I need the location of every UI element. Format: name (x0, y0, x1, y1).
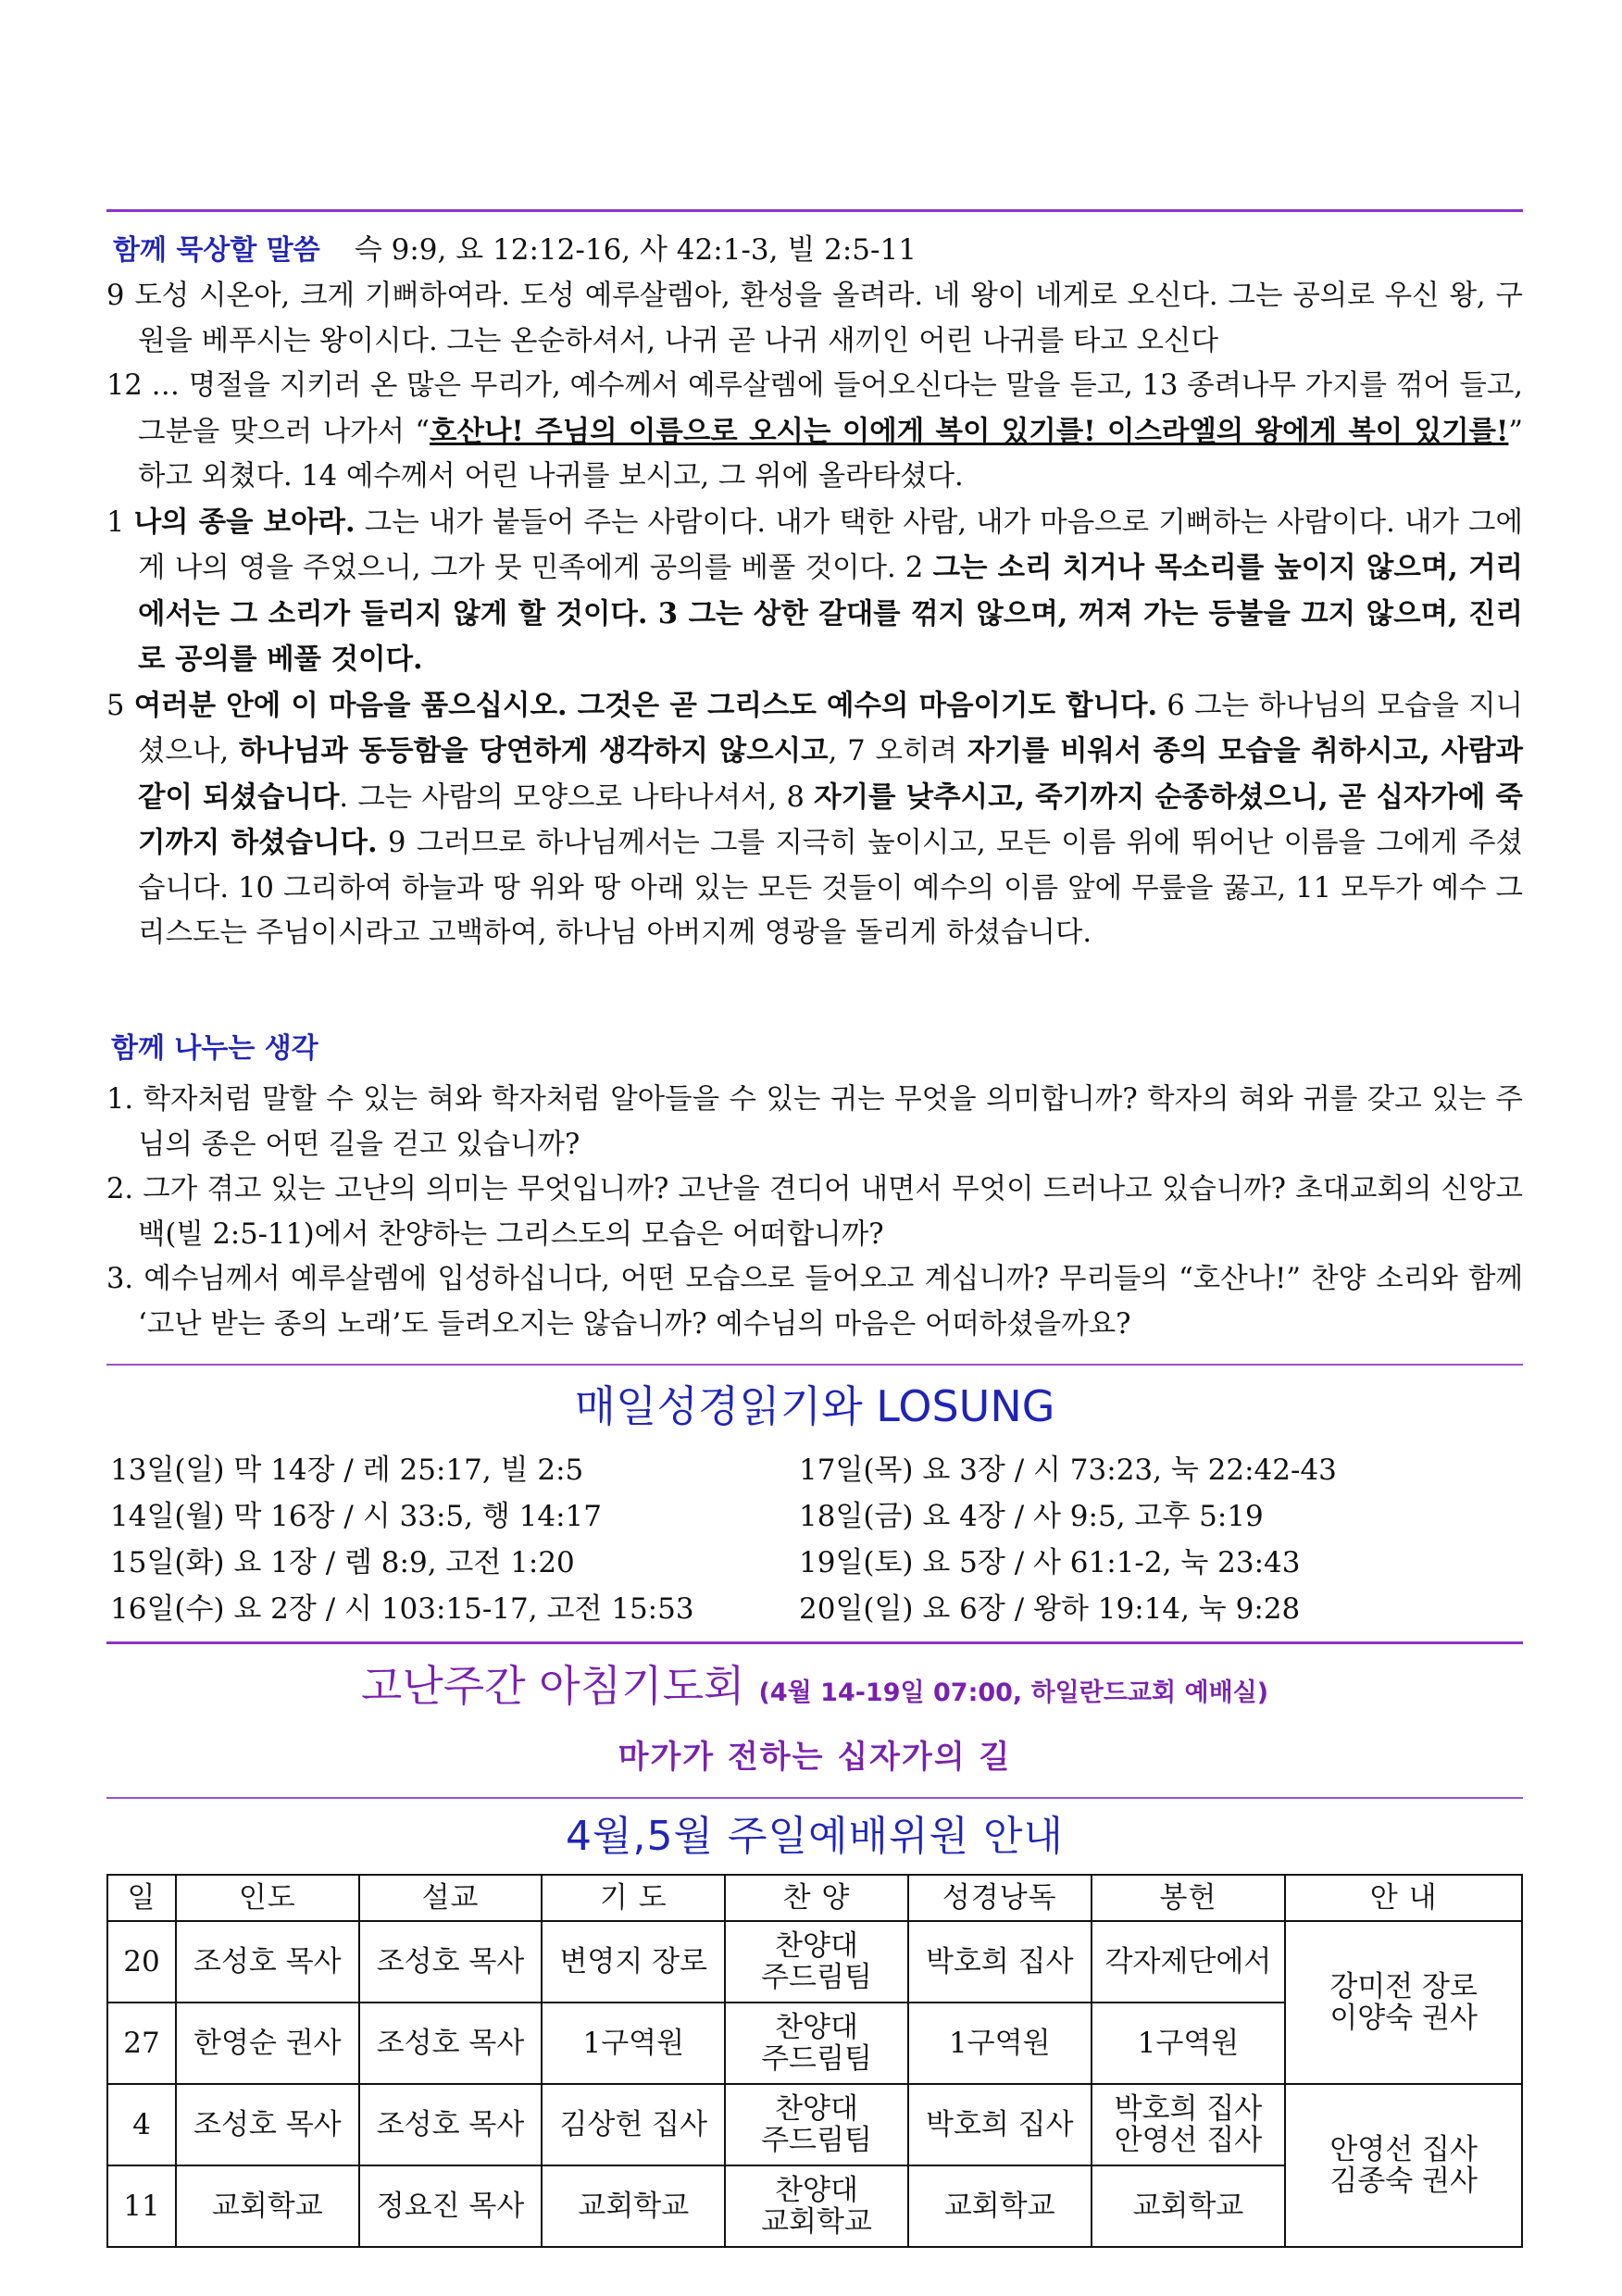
schedule-title: 4월,5월 주일예배위원 안내 (566, 1813, 1064, 1860)
cell-lead: 한영순 권사 (176, 2003, 359, 2084)
header-sermon: 설교 (359, 1875, 543, 1921)
cell-praise: 찬양대 주드림팀 (725, 1921, 908, 2003)
meditation-title: 함께 묵상할 말씀 (113, 234, 320, 267)
top-divider (106, 209, 1523, 212)
verse-philippians: 5 여러분 안에 이 마음을 품으십시오. 그것은 곧 그리스도 예수의 마음이기도 합니다. 6 그는 하나님의 모습을 지니셨으나, 하나님과 동등함을 당연하게 생각하지 않으시고, 7 오히려 자기를 비워서 종의 모습을 취하시고, 사람과 같이 되셨습니다. 그는 사람의 모양으로 나타나셔서, 8 자기를 낮추시고, 죽기까지 순종하셨으니, 곧 십자가에 죽기까지 하셨습니다. 9 그러므로 하나님께서는 그를 지극히 높이시고, 모든 이름 위에 뛰어난 이름을 그에게 주셨습니다. 10 그리하여 하늘과 땅 위와 땅 아래 있는 모든 것들이 예수의 이름 앞에 무릎을 꿇고, 11 모두가 예수 그리스도는 주님이시라고 고백하여, 하나님 아버지께 영광을 돌리게 하셨습니다. (106, 688, 1524, 949)
prayer-subtitle: 마가가 전하는 십자가의 길 (618, 1739, 1012, 1776)
cell-guide-april: 강미전 장로 이양숙 권사 (1285, 1921, 1522, 2084)
divider-prayer (106, 1641, 1523, 1644)
reading-row: 16일(수) 요 2장 / 시 103:15-17, 고전 15:53 (110, 1592, 694, 1626)
prayer-detail: (4월 14-19일 07:00, 하일란드교회 예배실) (758, 1678, 1269, 1707)
cell-offering: 1구역원 (1092, 2003, 1286, 2084)
cell-praise: 찬양대 주드림팀 (725, 2084, 908, 2165)
cell-reading: 박호희 집사 (908, 1921, 1092, 2003)
cell-sermon: 정요진 목사 (359, 2165, 543, 2247)
reading-row: 20일(일) 요 6장 / 왕하 19:14, 눅 9:28 (799, 1592, 1301, 1626)
cell-offering: 교회학교 (1092, 2165, 1286, 2247)
sharing-title: 함께 나누는 생각 (111, 1032, 318, 1065)
cell-day: 4 (107, 2084, 176, 2165)
header-praise: 찬 양 (725, 1875, 908, 1921)
divider-readings (106, 1364, 1523, 1366)
readings-title: 매일성경읽기와 LOSUNG (574, 1381, 1055, 1431)
question-2: 2. 그가 겪고 있는 고난의 의미는 무엇입니까? 고난을 견디어 내면서 무엇이 드러나고 있습니까? 초대교회의 신앙고백(빌 2:5-11)에서 찬양하는 그리스도의 모습은 어떠합니까? (106, 1173, 1523, 1251)
reading-row: 18일(금) 요 4장 / 사 9:5, 고후 5:19 (799, 1500, 1264, 1533)
readings-right-column (799, 1447, 1337, 1632)
cell-prayer: 교회학교 (542, 2165, 725, 2247)
cell-day: 27 (107, 2003, 176, 2084)
cell-sermon: 조성호 목사 (359, 2003, 543, 2084)
header-lead: 인도 (176, 1875, 359, 1921)
cell-day: 11 (107, 2165, 176, 2247)
table-row (107, 1921, 1522, 2003)
sharing-questions (106, 1078, 1523, 1347)
question-1: 1. 학자처럼 말할 수 있는 혀와 학자처럼 알아들을 수 있는 귀는 무엇을 의미합니까? 학자의 혀와 귀를 갖고 있는 주님의 종은 어떤 길을 걷고 있습니까? (106, 1083, 1523, 1161)
prayer-title: 고난주간 아침기도회 (360, 1661, 745, 1711)
reading-row: 17일(목) 요 3장 / 시 73:23, 눅 22:42-43 (799, 1454, 1337, 1487)
cell-sermon: 조성호 목사 (359, 1921, 543, 2003)
verse-isaiah: 1 나의 종을 보아라. 그는 내가 붙들어 주는 사람이다. 내가 택한 사람, 내가 마음으로 기뻐하는 사람이다. 내가 그에게 나의 영을 주었으니, 그가 뭇 민족에게 공의를 베풀 것이다. 2 그는 소리 치거나 목소리를 높이지 않으며, 거리에서는 그 소리가 들리지 않게 할 것이다. 3 그는 상한 갈대를 꺾지 않으며, 꺼져 가는 등불을 끄지 않으며, 진리로 공의를 베풀 것이다. (106, 505, 1523, 676)
divider-schedule (106, 1797, 1523, 1799)
reading-row: 13일(일) 막 14장 / 레 25:17, 빌 2:5 (110, 1454, 584, 1487)
header-offering: 봉헌 (1092, 1875, 1286, 1921)
table-header-row (107, 1875, 1522, 1921)
meditation-refs: 슥 9:9, 요 12:12-16, 사 42:1-3, 빌 2:5-11 (354, 233, 917, 267)
cell-lead: 교회학교 (176, 2165, 359, 2247)
header-prayer: 기 도 (542, 1875, 725, 1921)
cell-sermon: 조성호 목사 (359, 2084, 543, 2165)
scripture-passages (106, 274, 1523, 956)
verse-john: 12 … 명절을 지키러 온 많은 무리가, 예수께서 예루살렘에 들어오신다는 말을 듣고, 13 종려나무 가지를 꺾어 들고, 그분을 맞으러 나가서 “호산나! 주님의 이름으로 오시는 이에게 복이 있기를! 이스라엘의 왕에게 복이 있기를!” 하고 외쳤다. 14 예수께서 어린 나귀를 보시고, 그 위에 올라타셨다. (106, 369, 1523, 493)
readings-left-column (110, 1447, 694, 1632)
cell-reading: 1구역원 (908, 2003, 1092, 2084)
cell-offering: 각자제단에서 (1092, 1921, 1286, 2003)
reading-row: 14일(월) 막 16장 / 시 33:5, 행 14:17 (110, 1500, 602, 1533)
table-row (107, 2084, 1522, 2165)
cell-prayer: 변영지 장로 (542, 1921, 725, 2003)
header-reading: 성경낭독 (908, 1875, 1092, 1921)
cell-guide-may: 안영선 집사 김종숙 권사 (1285, 2084, 1522, 2247)
header-guide: 안 내 (1285, 1875, 1522, 1921)
verse-zechariah: 9 도성 시온아, 크게 기뻐하여라. 도성 예루살렘아, 환성을 올려라. 네 왕이 네게로 오신다. 그는 공의로 우신 왕, 구원을 베푸시는 왕이시다. 그는 온순하셔서, 나귀 곧 나귀 새끼인 어린 나귀를 타고 오신다 (106, 280, 1523, 357)
reading-row: 19일(토) 요 5장 / 사 61:1-2, 눅 23:43 (799, 1546, 1301, 1579)
cell-lead: 조성호 목사 (176, 2084, 359, 2165)
reading-row: 15일(화) 요 1장 / 렘 8:9, 고전 1:20 (110, 1546, 575, 1579)
worship-schedule-table (106, 1874, 1523, 2248)
cell-day: 20 (107, 1921, 176, 2003)
cell-praise: 찬양대 교회학교 (725, 2165, 908, 2247)
cell-lead: 조성호 목사 (176, 1921, 359, 2003)
hosanna-underlined: 호산나! 주님의 이름으로 오시는 이에게 복이 있기를! 이스라엘의 왕에게 복이 있기를! (430, 414, 1509, 448)
cell-praise: 찬양대 주드림팀 (725, 2003, 908, 2084)
cell-reading: 교회학교 (908, 2165, 1092, 2247)
question-3: 3. 예수님께서 예루살렘에 입성하십니다, 어떤 모습으로 들어오고 계십니까? 무리들의 “호산나!” 찬양 소리와 함께 ‘고난 받는 종의 노래’도 들려오지는 않습니까? 예수님의 마음은 어떠하셨을까요? (106, 1263, 1523, 1341)
cell-offering: 박호희 집사 안영선 집사 (1092, 2084, 1286, 2165)
prayer-heading (106, 1657, 1523, 1725)
meditation-header (113, 226, 1520, 267)
cell-reading: 박호희 집사 (908, 2084, 1092, 2165)
header-day: 일 (107, 1875, 176, 1921)
cell-prayer: 김상헌 집사 (542, 2084, 725, 2165)
cell-prayer: 1구역원 (542, 2003, 725, 2084)
